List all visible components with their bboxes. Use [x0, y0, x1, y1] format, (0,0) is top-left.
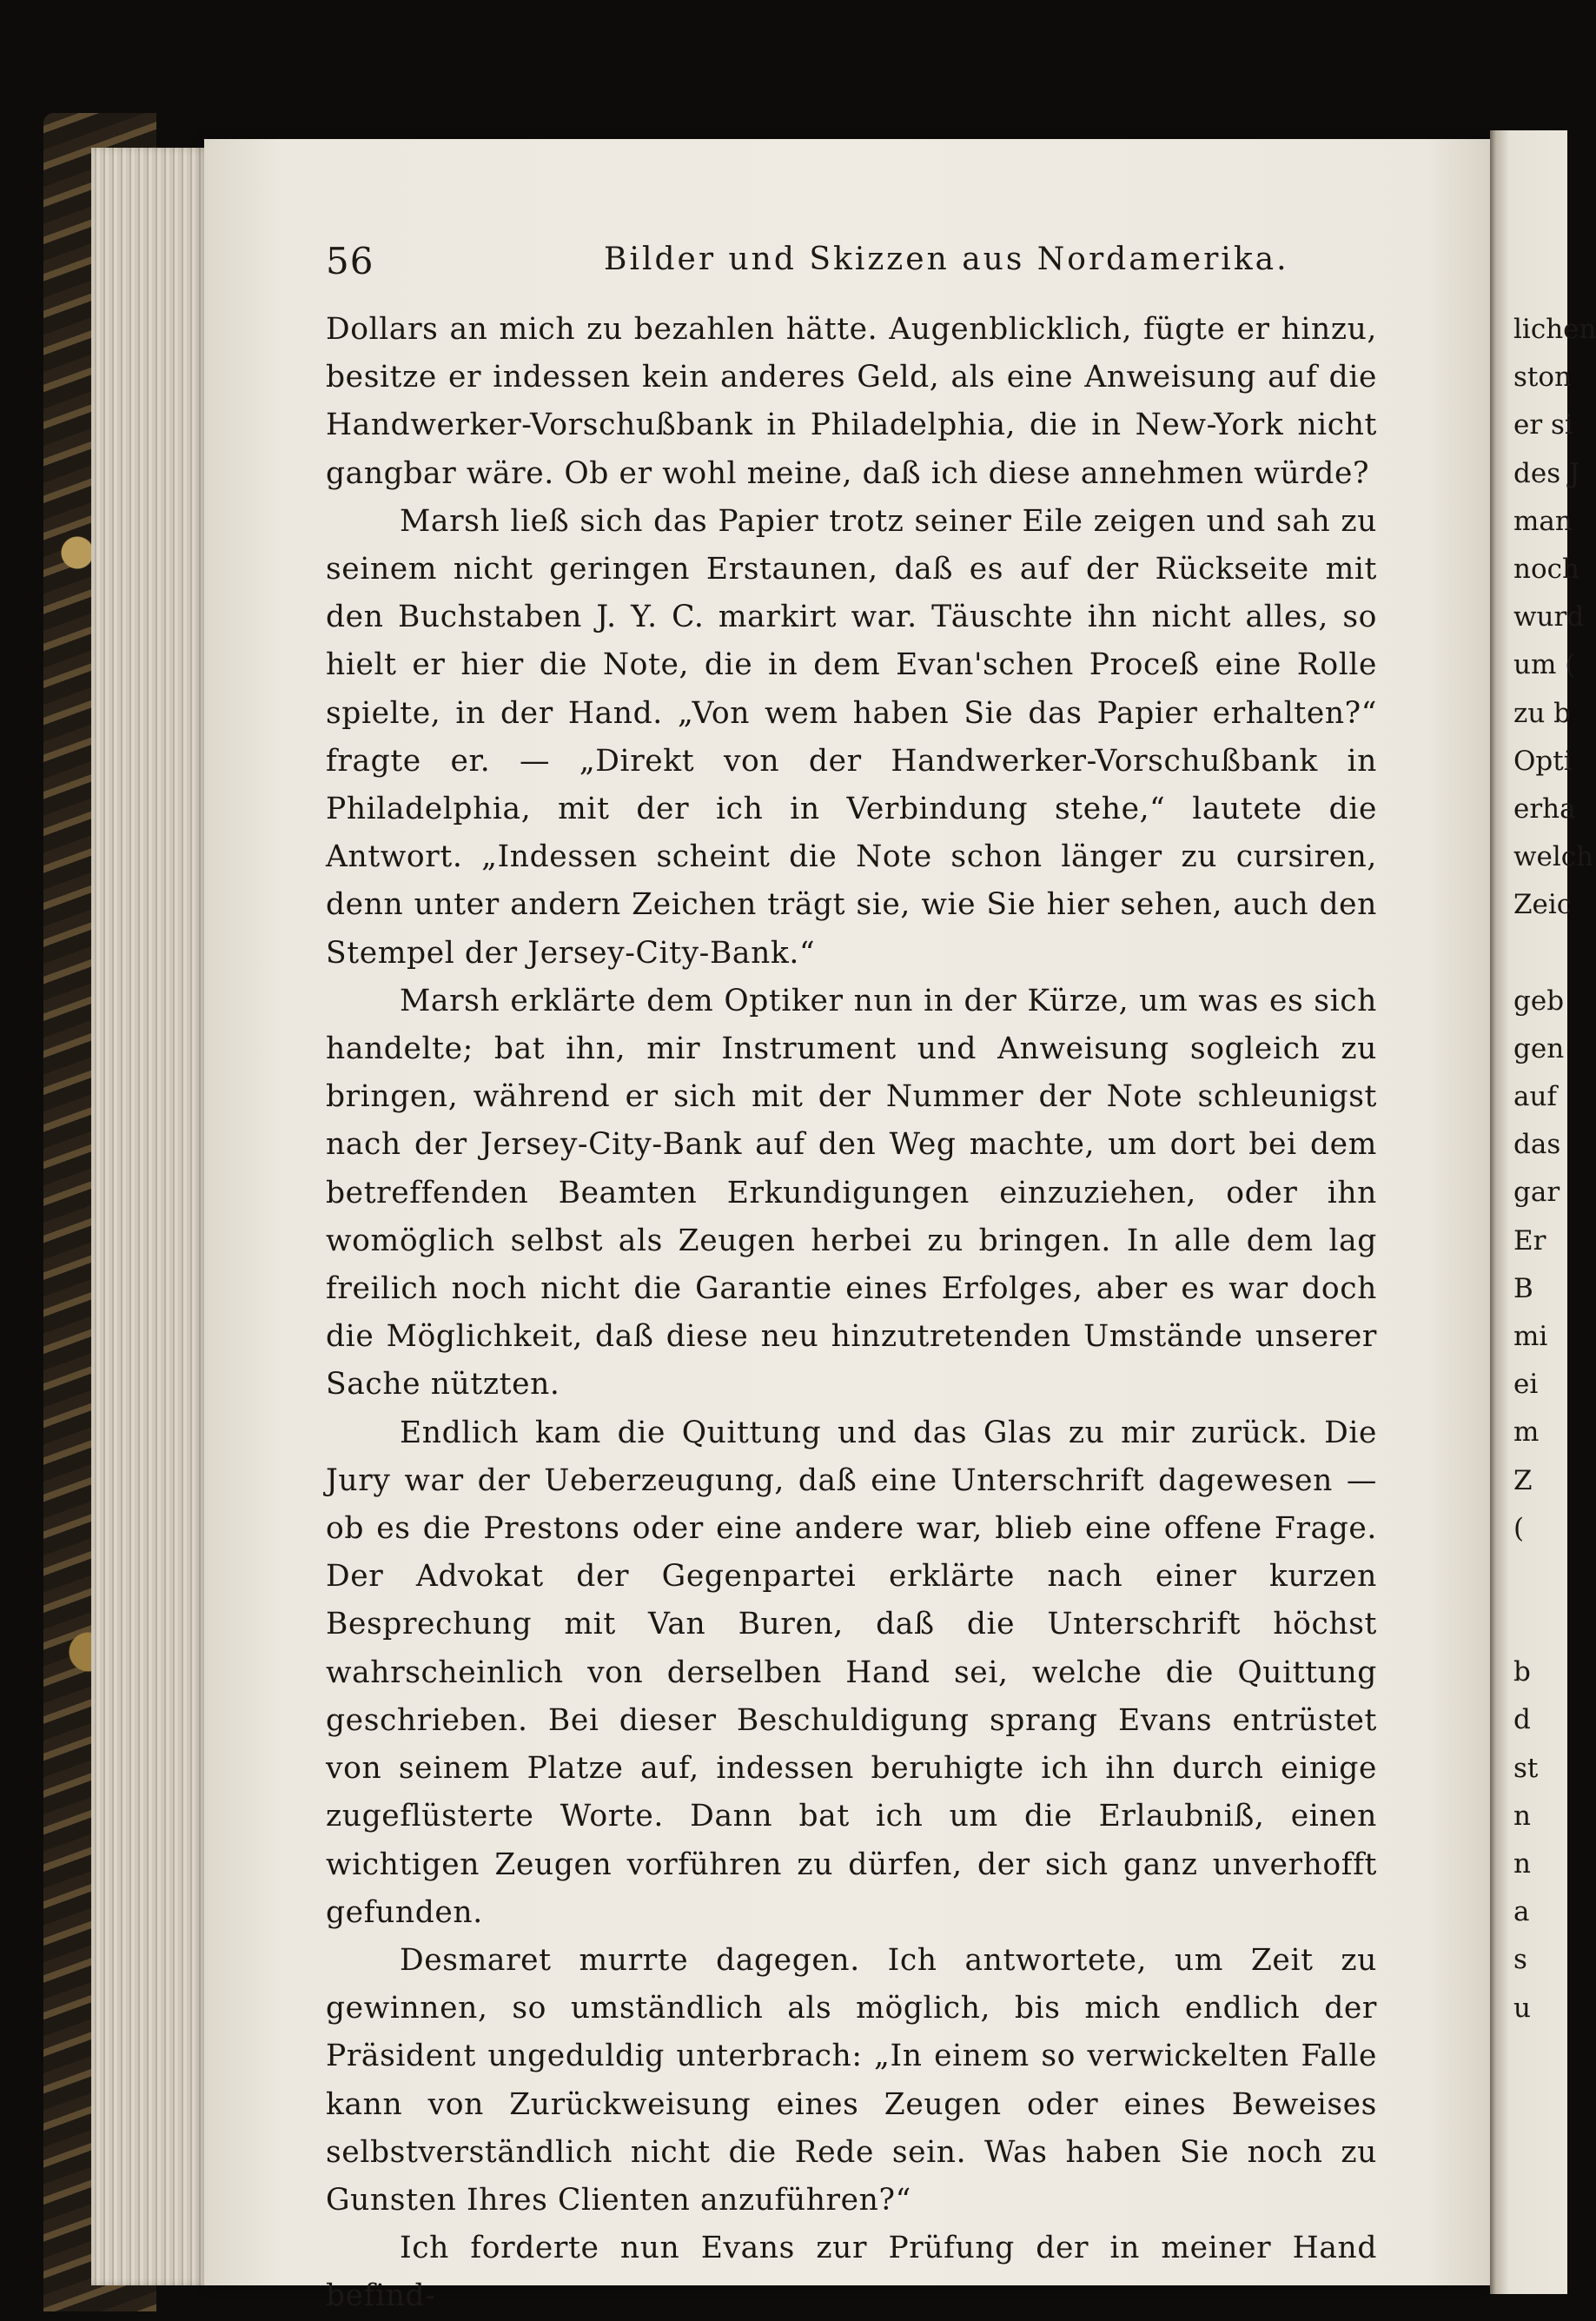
paragraph: Marsh erklärte dem Optiker nun in der Kürze, um was es sich handelte; bat ihn, mir Instrument und Anweisung sogleich zu bringen, während er sich mit der Nummer der Note schleunigst nach der Jersey-City-Bank auf den Weg machte, um dort bei dem betreffenden Beamten Erkundigungen einzuziehen, oder ihn womöglich selbst als Zeugen herbei zu bringen. In alle dem lag freilich noch nicht die Garantie eines Erfolges, aber es war doch die Möglichkeit, daß diese neu hinzutretenden Umstände unserer Sache nützten.	[326, 983, 1377, 1403]
facing-page-fragment: des J	[1513, 457, 1580, 489]
facing-page-fragment: welch	[1513, 841, 1594, 873]
facing-page-fragment: Z	[1513, 1464, 1533, 1496]
running-head: Bilder und Skizzen aus Nordamerika.	[604, 242, 1289, 277]
facing-page-fragment: um (	[1513, 649, 1576, 681]
facing-page-fragment: auf	[1513, 1081, 1557, 1112]
facing-page-fragment	[1513, 1553, 1567, 1601]
facing-page-fragment: Zeic	[1513, 889, 1573, 921]
paragraph: Endlich kam die Quittung und das Glas zu mir zurück. Die Jury war der Ueberzeugung, daß eine Unterschrift dagewesen — ob es die Prestons oder eine andere war, blieb eine offene Frage. Der Advokat der Gegenpartei erklärte nach einer kurzen Besprechung mit Van Buren, daß die Unterschrift höchst wahrscheinlich von derselben Hand sei, welche die Quittung geschrieben. Bei dieser Beschuldigung sprang Evans entrüstet von seinem Platze auf, indessen beruhigte ich ihn durch einige zugeflüsterte Worte. Dann bat ich um die Erlaubniß, einen wichtigen Zeugen vorführen zu dürfen, der sich ganz unverhofft gefunden.	[326, 1415, 1377, 1930]
facing-page-fragment: u	[1513, 1992, 1531, 2024]
facing-page-fragment: das	[1513, 1129, 1561, 1161]
facing-page-fragment: ei	[1513, 1369, 1539, 1401]
facing-page-fragment: m	[1513, 1416, 1540, 1449]
facing-page-fragment: ston	[1513, 361, 1572, 394]
facing-page-fragment: geb	[1513, 985, 1565, 1017]
facing-page-fragment: a	[1513, 1896, 1530, 1928]
facing-page-fragment: gar	[1513, 1177, 1560, 1209]
facing-page-fragment: Opti	[1513, 745, 1573, 777]
facing-page-fragment: gen	[1513, 1032, 1565, 1064]
facing-page-fragment: s	[1513, 1944, 1527, 1976]
facing-page-fragment: b	[1513, 1656, 1531, 1688]
facing-page-fragment	[1513, 1601, 1567, 1648]
body-text	[326, 306, 1377, 2321]
facing-page-fragment: noch	[1513, 553, 1579, 585]
facing-page-text-fragments	[1513, 306, 1596, 2033]
facing-page-fragment: (	[1513, 1512, 1525, 1544]
paragraph: Marsh ließ sich das Papier trotz seiner Eile zeigen und sah zu seinem nicht geringen Erstaunen, daß es auf der Rückseite mit den Buchstaben J. Y. C. markirt war. Täuschte ihn nicht alles, so hielt er hier die Note, die in dem Evan'schen Proceß eine Rolle spielte, in der Hand. „Von wem haben Sie das Papier erhalten?“ fragte er. — „Direkt von der Handwerker-Vorschußbank in Philadelphia, mit der ich in Verbindung stehe,“ lautete die Antwort. „Indessen scheint die Note schon länger zu cursiren, denn unter andern Zeichen trägt sie, wie Sie hier sehen, auch den Stempel der Jersey-City-Bank.“	[326, 503, 1377, 971]
facing-page-fragment: man	[1513, 505, 1573, 537]
paragraph: Dollars an mich zu bezahlen hätte. Augenblicklich, fügte er hinzu, besitze er indessen kein anderes Geld, als eine Anweisung auf die Handwerker-Vorschußbank in Philadelphia, die in New-York nicht gangbar wäre. Ob er wohl meine, daß ich diese annehmen würde?	[326, 312, 1377, 491]
facing-page-fragment	[1513, 929, 1567, 977]
facing-page-fragment: n	[1513, 1800, 1531, 1832]
facing-page-fragment: Er	[1513, 1224, 1546, 1257]
facing-page-fragment: wurd	[1513, 601, 1585, 633]
facing-page-fragment: B	[1513, 1272, 1533, 1304]
page-number: 56	[326, 240, 374, 282]
facing-page-fragment: er si	[1513, 409, 1573, 441]
facing-page-fragment: n	[1513, 1848, 1531, 1880]
facing-page-fragment: mi	[1513, 1320, 1548, 1352]
paragraph: Ich forderte nun Evans zur Prüfung der in meiner Hand befind-	[326, 2231, 1377, 2314]
facing-page-fragment: lichen	[1513, 314, 1596, 345]
page-stack-edges	[91, 148, 222, 2285]
facing-page-fragment: d	[1513, 1704, 1531, 1736]
paragraph: Desmaret murrte dagegen. Ich antwortete, um Zeit zu gewinnen, so umständlich als möglich, bis mich endlich der Präsident ungeduldig unterbrach: „In einem so verwickelten Falle kann von Zurückweisung eines Zeugen oder eines Beweises selbstverständlich nicht die Rede sein. Was haben Sie noch zu Gunsten Ihres Clienten anzuführen?“	[326, 1942, 1377, 2218]
facing-page-fragment: zu b	[1513, 697, 1571, 729]
facing-page-fragment: erha	[1513, 792, 1576, 825]
page-header	[326, 233, 1377, 294]
facing-page-fragment: st	[1513, 1752, 1539, 1784]
